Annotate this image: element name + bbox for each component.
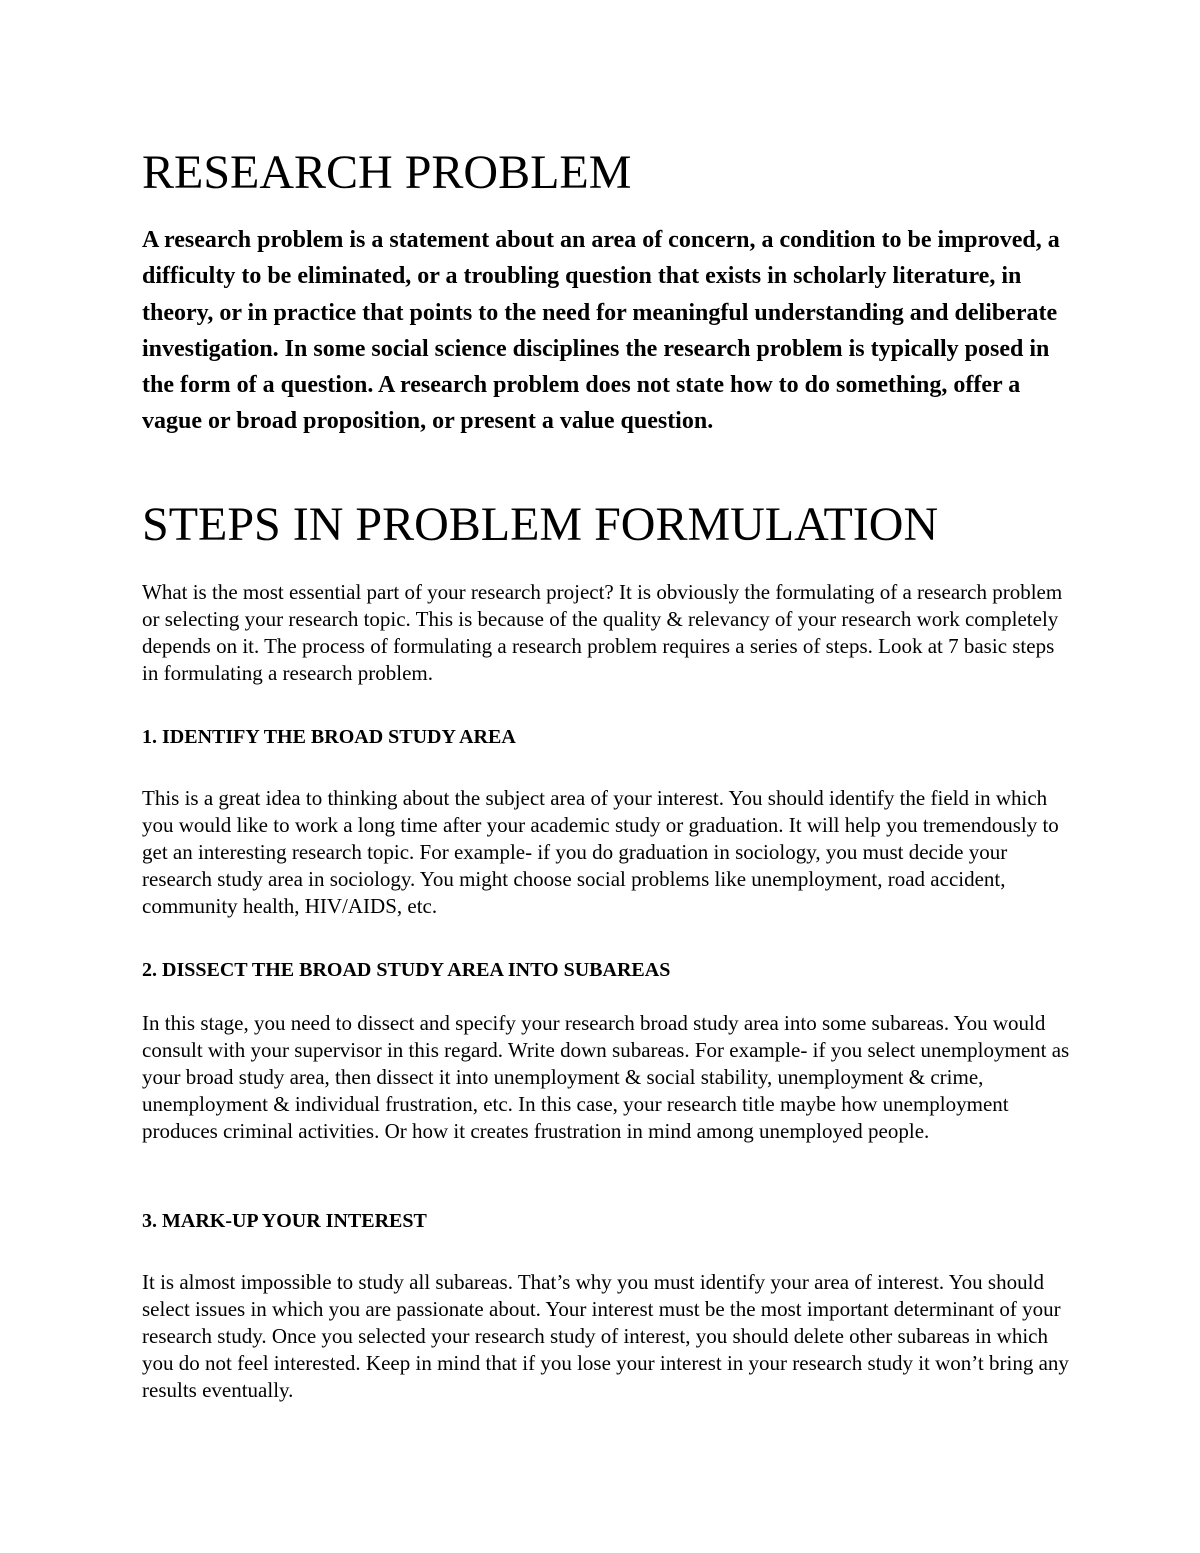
step-2-body: In this stage, you need to dissect and specify your research broad study area into some subareas. You would consult with your supervisor in this regard. Write down subareas. For example- if you select unemployment as your broad study area, then dissect it into unemployment & social stability, unemployment & crime, unemployment & individual frustration, etc. In this case, your research title maybe how unemployment produces criminal activities. Or how it creates frustration in mind among unemployed people.: [142, 1011, 1070, 1143]
step-3-heading: 3. MARK-UP YOUR INTEREST: [142, 1210, 427, 1232]
step-2-heading: 2. DISSECT THE BROAD STUDY AREA INTO SUBAREAS: [142, 959, 671, 981]
research-problem-definition: [142, 222, 1072, 440]
step-3-body: It is almost impossible to study all subareas. That’s why you must identify your area of interest. You should select issues in which you are passionate about. Your interest must be the most important determinant of your research study. Once you selected your research study of interest, you should delete other subareas in which you do not feel interested. Keep in mind that if you lose your interest in your research study it won’t bring any results eventually.: [142, 1270, 1069, 1402]
definition-text-part2: state how to do something, offer a vague or broad proposition, or present a value question.: [142, 372, 1021, 435]
steps-title: STEPS IN PROBLEM FORMULATION: [142, 498, 939, 551]
definition-text-part1: A research problem is a statement about an area of concern, a condition to be improved, a difficulty to be eliminated, or a troubling question that exists in scholarly literature, in theory, or in practice that points to the need for meaningful understanding and deliberate investigation. In some social science disciplines the research problem is typically posed in the form of a question. A research problem: [142, 227, 1060, 399]
step-1-body: This is a great idea to thinking about the subject area of your interest. You should identify the field in which you would like to work a long time after your academic study or graduation. It will help you tremendously to get an interesting research topic. For example- if you do graduation in sociology, you must decide your research study area in sociology. You might choose social problems like unemployment, road accident, community health, HIV/AIDS, etc.: [142, 786, 1059, 918]
steps-intro-paragraph: What is the most essential part of your research project? It is obviously the formulating of a research problem or selecting your research topic. This is because of the quality & relevancy of your research work completely depends on it. The process of formulating a research problem requires a series of steps. Look at 7 basic steps in formulating a research problem.: [142, 580, 1063, 685]
definition-emphasis: does not: [585, 372, 670, 399]
step-1-heading: 1. IDENTIFY THE BROAD STUDY AREA: [142, 726, 516, 748]
research-problem-title: RESEARCH PROBLEM: [142, 146, 632, 199]
